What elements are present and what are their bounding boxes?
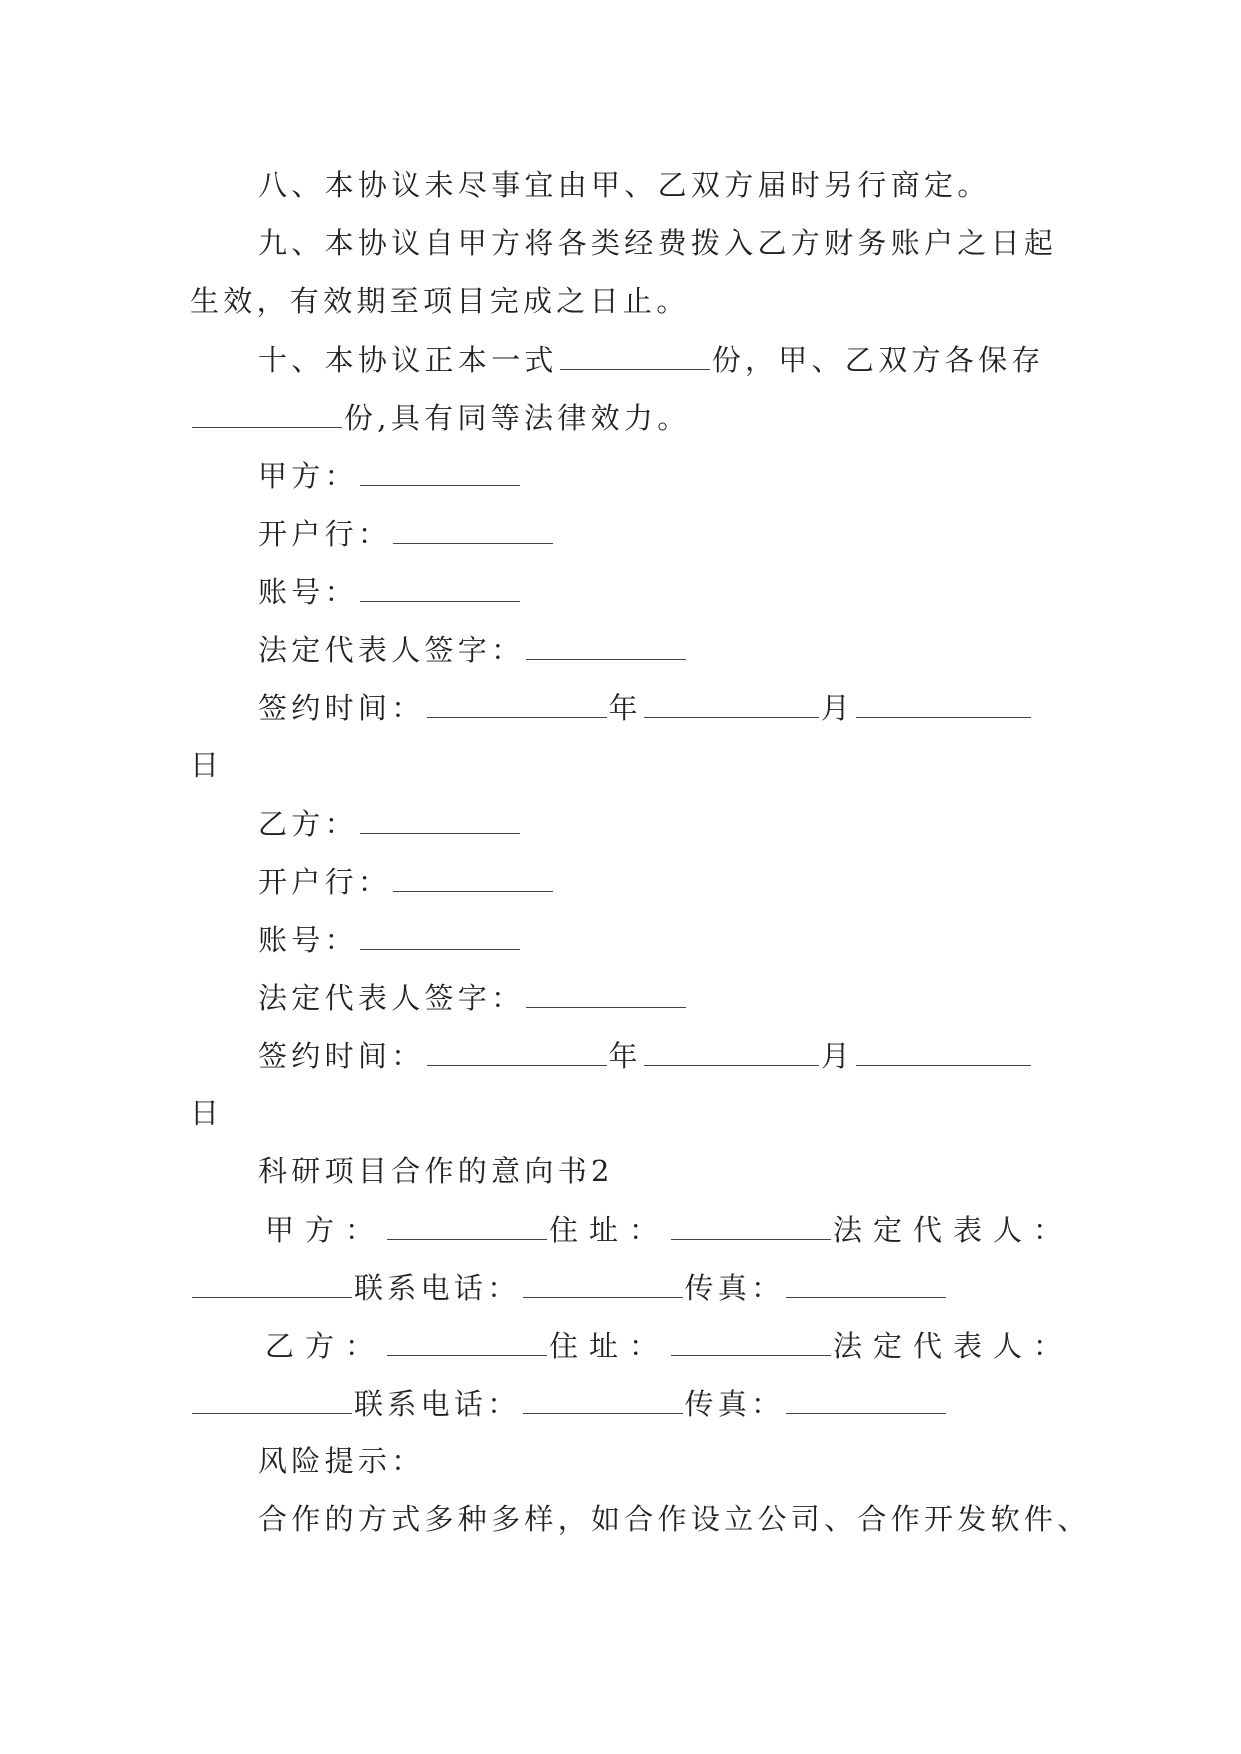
party-a-year-blank[interactable] — [427, 687, 607, 718]
copies-each-blank[interactable] — [192, 397, 342, 428]
party-b-line — [258, 803, 1128, 844]
party-a-account-label: 账号： — [258, 575, 358, 609]
intent-a-address-blank[interactable] — [671, 1209, 831, 1240]
clause-10-line2 — [190, 397, 1060, 438]
party-a-date-label: 签约时间： — [258, 691, 425, 725]
party-b-bank-line — [258, 861, 1128, 902]
party-a-signature-label: 法定代表人签字： — [258, 633, 525, 667]
party-a-account-line — [258, 571, 1128, 612]
intent-a-party-blank[interactable] — [387, 1209, 547, 1240]
intent-a-party-label: 甲方： — [265, 1213, 386, 1247]
clause-10-text-a: 十、本协议正本一式 — [258, 343, 558, 377]
intent-a-phone-blank[interactable] — [523, 1267, 683, 1298]
risk-text: 合作的方式多种多样，如合作设立公司、合作开发软件、 — [258, 1502, 1091, 1536]
intent-b-party-label: 乙方： — [265, 1329, 386, 1363]
party-b-blank[interactable] — [360, 803, 520, 834]
intent-b-rep-label: 法定代表人： — [833, 1329, 1074, 1363]
intent-b-line1 — [265, 1325, 1135, 1366]
intent-a-line2 — [190, 1267, 1060, 1308]
intent-b-line2 — [190, 1383, 1060, 1424]
section-2-title: 科研项目合作的意向书2 — [258, 1154, 614, 1188]
party-b-signature-blank[interactable] — [526, 977, 686, 1008]
party-b-signature-line — [258, 977, 1128, 1018]
party-b-bank-blank[interactable] — [393, 861, 553, 892]
party-b-date-line — [258, 1035, 1128, 1076]
party-a-bank-label: 开户行： — [258, 517, 392, 551]
party-b-account-label: 账号： — [258, 923, 358, 957]
party-a-month-blank[interactable] — [644, 687, 819, 718]
intent-b-address-label: 住址： — [549, 1329, 670, 1363]
intent-b-phone-label: 联系电话： — [354, 1387, 521, 1421]
party-a-label: 甲方： — [258, 459, 358, 493]
party-b-bank-label: 开户行： — [258, 865, 392, 899]
copies-total-blank[interactable] — [560, 339, 710, 370]
party-b-year-blank[interactable] — [427, 1035, 607, 1066]
intent-b-address-blank[interactable] — [671, 1325, 831, 1356]
intent-a-rep-blank[interactable] — [192, 1267, 352, 1298]
party-a-signature-blank[interactable] — [526, 629, 686, 660]
party-b-year-label: 年 — [608, 1039, 642, 1073]
party-a-day-label: 日 — [190, 748, 224, 782]
party-b-label: 乙方： — [258, 807, 358, 841]
intent-b-party-blank[interactable] — [387, 1325, 547, 1356]
intent-b-fax-label: 传真： — [684, 1387, 785, 1421]
party-a-date-line — [258, 687, 1128, 728]
intent-a-fax-label: 传真： — [684, 1271, 785, 1305]
party-b-month-blank[interactable] — [644, 1035, 819, 1066]
intent-a-fax-blank[interactable] — [786, 1267, 946, 1298]
party-b-day-blank[interactable] — [856, 1035, 1031, 1066]
intent-b-phone-blank[interactable] — [523, 1383, 683, 1414]
clause-10-text-b: 份，甲、乙双方各保存 — [711, 343, 1045, 377]
party-b-account-blank[interactable] — [360, 919, 520, 950]
party-a-account-blank[interactable] — [360, 571, 520, 602]
party-b-signature-label: 法定代表人签字： — [258, 981, 525, 1015]
party-a-bank-line — [258, 513, 1128, 554]
intent-a-phone-label: 联系电话： — [354, 1271, 521, 1305]
party-a-line — [258, 455, 1128, 496]
party-a-signature-line — [258, 629, 1128, 670]
clause-10-text-c: 份,具有同等法律效力。 — [344, 401, 691, 435]
party-a-bank-blank[interactable] — [393, 513, 553, 544]
intent-b-fax-blank[interactable] — [786, 1383, 946, 1414]
clause-8: 八、本协议未尽事宜由甲、乙双方届时另行商定。 — [258, 168, 991, 202]
risk-title: 风险提示： — [258, 1444, 425, 1478]
clause-9-line1: 九、本协议自甲方将各类经费拨入乙方财务账户之日起 — [258, 226, 1058, 260]
party-b-date-label: 签约时间： — [258, 1039, 425, 1073]
party-a-year-label: 年 — [608, 691, 642, 725]
intent-a-address-label: 住址： — [549, 1213, 670, 1247]
clause-9-line2: 生效，有效期至项目完成之日止。 — [190, 284, 690, 318]
party-b-account-line — [258, 919, 1128, 960]
party-a-day-blank[interactable] — [856, 687, 1031, 718]
intent-b-rep-blank[interactable] — [192, 1383, 352, 1414]
party-b-month-label: 月 — [820, 1039, 855, 1073]
party-b-day-label: 日 — [190, 1096, 224, 1130]
clause-10-line1 — [258, 339, 1128, 380]
intent-a-rep-label: 法定代表人： — [833, 1213, 1074, 1247]
party-a-blank[interactable] — [360, 455, 520, 486]
intent-a-line1 — [265, 1209, 1135, 1250]
party-a-month-label: 月 — [820, 691, 855, 725]
